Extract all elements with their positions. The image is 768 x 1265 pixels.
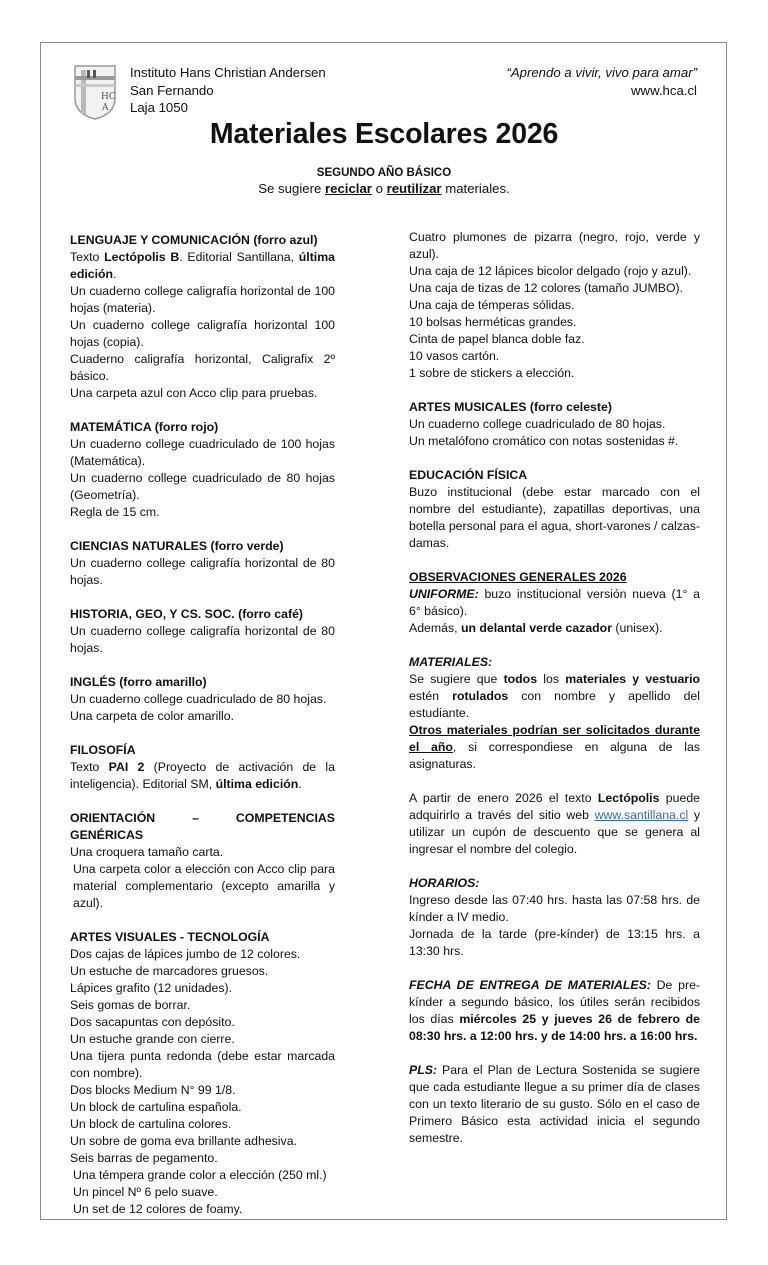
svg-text:HC: HC bbox=[101, 92, 116, 102]
section-lenguaje bbox=[70, 232, 335, 402]
section-heading: ORIENTACIÓN – COMPETENCIAS GENÉRICAS bbox=[70, 811, 335, 842]
apron-bold: un delantal verde cazador bbox=[460, 621, 612, 635]
section-historia bbox=[70, 606, 335, 657]
text-underlined: Otros materiales podrían ser solicitados durante el año bbox=[409, 723, 700, 754]
text-fragment: los bbox=[537, 672, 566, 686]
list-item: Lápices grafito (12 unidades). bbox=[70, 981, 233, 995]
text-prefix: Texto bbox=[70, 760, 109, 774]
section-observaciones bbox=[409, 569, 700, 637]
school-crest-icon bbox=[73, 64, 117, 120]
section-orientacion bbox=[70, 810, 335, 912]
list-item: Seis barras de pegamento. bbox=[70, 1151, 218, 1165]
delivery-note bbox=[409, 977, 700, 1045]
section-text: Buzo institucional (debe estar marcado con el nombre del estudiante), zapatillas deportivas, una botella personal para el agua, short-varones / calzas-damas. bbox=[409, 485, 700, 550]
list-item: 10 vasos cartón. bbox=[409, 349, 500, 363]
list-item: Un cuaderno college cuadriculado de 80 hojas. bbox=[70, 692, 327, 706]
school-motto: “Aprendo a vivir, vivo para amar” bbox=[506, 65, 697, 80]
text-fragment: De pre-kínder a segundo básico, los útiles serán recibidos los días bbox=[409, 978, 700, 1026]
text-publisher: . Editorial Santillana, bbox=[179, 250, 299, 264]
text-bold: materiales y vestuario bbox=[565, 672, 700, 686]
list-item: Regla de 15 cm. bbox=[70, 505, 160, 519]
pls-note bbox=[409, 1062, 700, 1147]
text-fragment: Para el Plan de Lectura Sostenida se sugiere que cada estudiante llegue a su primer día de clases con un texto literario de su gusto. Sólo en el caso de Primero Básico esta actividad inicia el segundo semestre. bbox=[409, 1063, 700, 1145]
text-bold: rotulados bbox=[452, 689, 509, 703]
edition-label: última edición bbox=[215, 777, 299, 791]
list-item: Un cuaderno college cuadriculado de 80 hojas. bbox=[409, 417, 666, 431]
text-fragment: A partir de enero 2026 el texto bbox=[409, 791, 598, 805]
list-item: Un estuche grande con cierre. bbox=[70, 1032, 235, 1046]
recycle-suffix: materiales. bbox=[441, 181, 510, 196]
textbook-line bbox=[70, 759, 335, 793]
school-name: Instituto Hans Christian Andersen bbox=[130, 65, 326, 80]
materiales-label: MATERIALES: bbox=[409, 655, 493, 669]
schedule-line: Jornada de la tarde (pre-kínder) de 13:15 hrs. a 13:30 hrs. bbox=[409, 927, 700, 958]
section-ciencias bbox=[70, 538, 335, 589]
list-item: Un cuaderno college caligrafía horizontal de 100 hojas (materia). bbox=[70, 284, 335, 315]
textbook-line bbox=[70, 249, 335, 283]
text-end: . bbox=[113, 267, 117, 281]
list-item: Una caja de tizas de 12 colores (tamaño JUMBO). bbox=[409, 281, 684, 295]
labeling-note bbox=[409, 671, 700, 722]
list-item: Un sobre de goma eva brillante adhesiva. bbox=[70, 1134, 297, 1148]
section-educacion-fisica bbox=[409, 467, 700, 552]
section-materiales bbox=[409, 654, 700, 773]
section-heading: LENGUAJE Y COMUNICACIÓN (forro azul) bbox=[70, 233, 318, 247]
section-horarios bbox=[409, 875, 700, 960]
list-item: Una carpeta de color amarillo. bbox=[70, 709, 235, 723]
grade-label: SEGUNDO AÑO BÁSICO bbox=[316, 167, 452, 179]
list-item: Una carpeta azul con Acco clip para pruebas. bbox=[70, 386, 318, 400]
list-item: Dos blocks Medium N° 99 1/8. bbox=[70, 1083, 236, 1097]
text-bold: todos bbox=[503, 672, 538, 686]
list-item: Un block de cartulina española. bbox=[70, 1100, 242, 1114]
lectopolis-note bbox=[409, 790, 700, 858]
textbook-title: PAI 2 bbox=[108, 760, 145, 774]
schedule-line: Ingreso desde las 07:40 hrs. hasta las 07:58 hrs. de kínder a IV medio. bbox=[409, 893, 700, 924]
section-heading: FILOSOFÍA bbox=[70, 743, 136, 757]
list-item: Dos sacapuntas con depósito. bbox=[70, 1015, 235, 1029]
edition-label: última edición bbox=[70, 250, 335, 281]
list-item: Un cuaderno college caligrafía horizontal de 80 hojas. bbox=[70, 624, 335, 655]
apron-suffix: (unisex). bbox=[611, 621, 663, 635]
section-heading: MATEMÁTICA (forro rojo) bbox=[70, 420, 219, 434]
list-item: Una caja de témperas sólidas. bbox=[409, 298, 575, 312]
list-item: Un metalófono cromático con notas sostenidas #. bbox=[409, 434, 679, 448]
text-fragment: Se sugiere que bbox=[409, 672, 504, 686]
list-item: Un block de cartulina colores. bbox=[70, 1117, 232, 1131]
delivery-label: FECHA DE ENTREGA DE MATERIALES: bbox=[409, 978, 651, 992]
recycle-middle: o bbox=[371, 181, 387, 196]
text-fragment: , si correspondiese en alguna de las asignaturas. bbox=[409, 740, 700, 771]
page-title: Materiales Escolares 2026 bbox=[209, 118, 559, 150]
list-item: Un estuche de marcadores gruesos. bbox=[70, 964, 269, 978]
section-ingles bbox=[70, 674, 335, 725]
apron-prefix: Además, bbox=[409, 621, 461, 635]
section-matematica bbox=[70, 419, 335, 521]
section-filosofia bbox=[70, 742, 335, 793]
section-entrega bbox=[409, 977, 700, 1045]
section-artes-visuales bbox=[70, 929, 335, 1218]
section-heading: INGLÉS (forro amarillo) bbox=[70, 675, 207, 689]
section-lectopolis bbox=[409, 790, 700, 858]
list-item: Un set de 12 colores de foamy. bbox=[73, 1202, 243, 1216]
list-item: 1 sobre de stickers a elección. bbox=[409, 366, 575, 380]
textbook-title: Lectópolis bbox=[597, 791, 660, 805]
textbook-title: Lectópolis B bbox=[104, 250, 180, 264]
left-column bbox=[70, 232, 335, 1235]
reuse-word: reutilizar bbox=[386, 181, 442, 196]
list-item: Un cuaderno college cuadriculado de 80 hojas (Geometría). bbox=[70, 471, 335, 502]
uniform-label: UNIFORME: bbox=[409, 587, 479, 601]
uniform-note bbox=[409, 586, 700, 620]
section-artes-musicales bbox=[409, 399, 700, 450]
svg-text:A: A bbox=[102, 103, 109, 113]
list-item: Una carpeta color a elección con Acco clip para material complementario (excepto amarilla y azul). bbox=[73, 862, 335, 910]
uniform-text: buzo institucional versión nueva (1° a 6° básico). bbox=[409, 587, 700, 618]
section-heading: CIENCIAS NATURALES (forro verde) bbox=[70, 539, 284, 553]
pls-label: PLS: bbox=[409, 1063, 438, 1077]
section-artes-visuales-continued bbox=[409, 229, 700, 382]
text-fragment: y utilizar un cupón de descuento que se genera al ingresar el nombre del colegio. bbox=[409, 808, 700, 856]
text-fragment: estén bbox=[409, 689, 453, 703]
text-end: . bbox=[298, 777, 302, 791]
school-city: San Fernando bbox=[130, 82, 214, 98]
recycle-word: reciclar bbox=[324, 181, 372, 196]
list-item: Una tijera punta redonda (debe estar marcada con nombre). bbox=[70, 1049, 335, 1080]
list-item: Una croquera tamaño carta. bbox=[70, 845, 224, 859]
apron-note bbox=[409, 620, 700, 637]
list-item: Cuaderno caligrafía horizontal, Caligrafix 2º básico. bbox=[70, 352, 335, 383]
right-column bbox=[409, 229, 700, 1164]
list-item: 10 bolsas herméticas grandes. bbox=[409, 315, 577, 329]
school-address: Laja 1050 bbox=[130, 100, 188, 115]
list-item: Un cuaderno college caligrafía horizontal de 80 hojas. bbox=[70, 556, 335, 587]
text-fragment: con nombre y apellido del estudiante. bbox=[409, 689, 700, 720]
horarios-label: HORARIOS: bbox=[409, 876, 480, 890]
recycle-note bbox=[0, 181, 768, 196]
list-item: Un pincel Nº 6 pelo suave. bbox=[73, 1185, 218, 1199]
section-heading: OBSERVACIONES GENERALES 2026 bbox=[409, 570, 627, 584]
delivery-dates: miércoles 25 y jueves 26 de febrero de 08:30 hrs. a 12:00 hrs. y de 14:00 hrs. a 16:00 hrs. bbox=[409, 1012, 700, 1043]
list-item: Un cuaderno college caligrafía horizontal 100 hojas (copia). bbox=[70, 318, 335, 349]
school-motto-block bbox=[506, 64, 697, 99]
text-fragment: puede adquirirlo a través del sitio web bbox=[409, 791, 700, 822]
santillana-link[interactable]: www.santillana.cl bbox=[594, 808, 689, 822]
recycle-prefix: Se sugiere bbox=[258, 181, 325, 196]
section-heading: ARTES MUSICALES (forro celeste) bbox=[409, 400, 612, 414]
school-info bbox=[130, 64, 326, 117]
list-item: Cinta de papel blanca doble faz. bbox=[409, 332, 585, 346]
list-item: Un cuaderno college cuadriculado de 100 hojas (Matemática). bbox=[70, 437, 335, 468]
list-item: Una caja de 12 lápices bicolor delgado (rojo y azul). bbox=[409, 264, 692, 278]
list-item: Una témpera grande color a elección (250 ml.) bbox=[73, 1168, 327, 1182]
list-item: Cuatro plumones de pizarra (negro, rojo, verde y azul). bbox=[409, 230, 700, 261]
section-pls bbox=[409, 1062, 700, 1147]
list-item: Seis gomas de borrar. bbox=[70, 998, 191, 1012]
list-item: Dos cajas de lápices jumbo de 12 colores. bbox=[70, 947, 301, 961]
text-publisher: (Proyecto de activación de la inteligencia). Editorial SM, bbox=[70, 760, 335, 791]
school-website[interactable]: www.hca.cl bbox=[631, 82, 697, 98]
section-heading: HISTORIA, GEO, Y CS. SOC. (forro café) bbox=[70, 607, 304, 621]
section-heading: ARTES VISUALES - TECNOLOGÍA bbox=[70, 930, 270, 944]
other-materials-note bbox=[409, 722, 700, 773]
text-prefix: Texto bbox=[70, 250, 105, 264]
section-heading: EDUCACIÓN FÍSICA bbox=[409, 468, 528, 482]
